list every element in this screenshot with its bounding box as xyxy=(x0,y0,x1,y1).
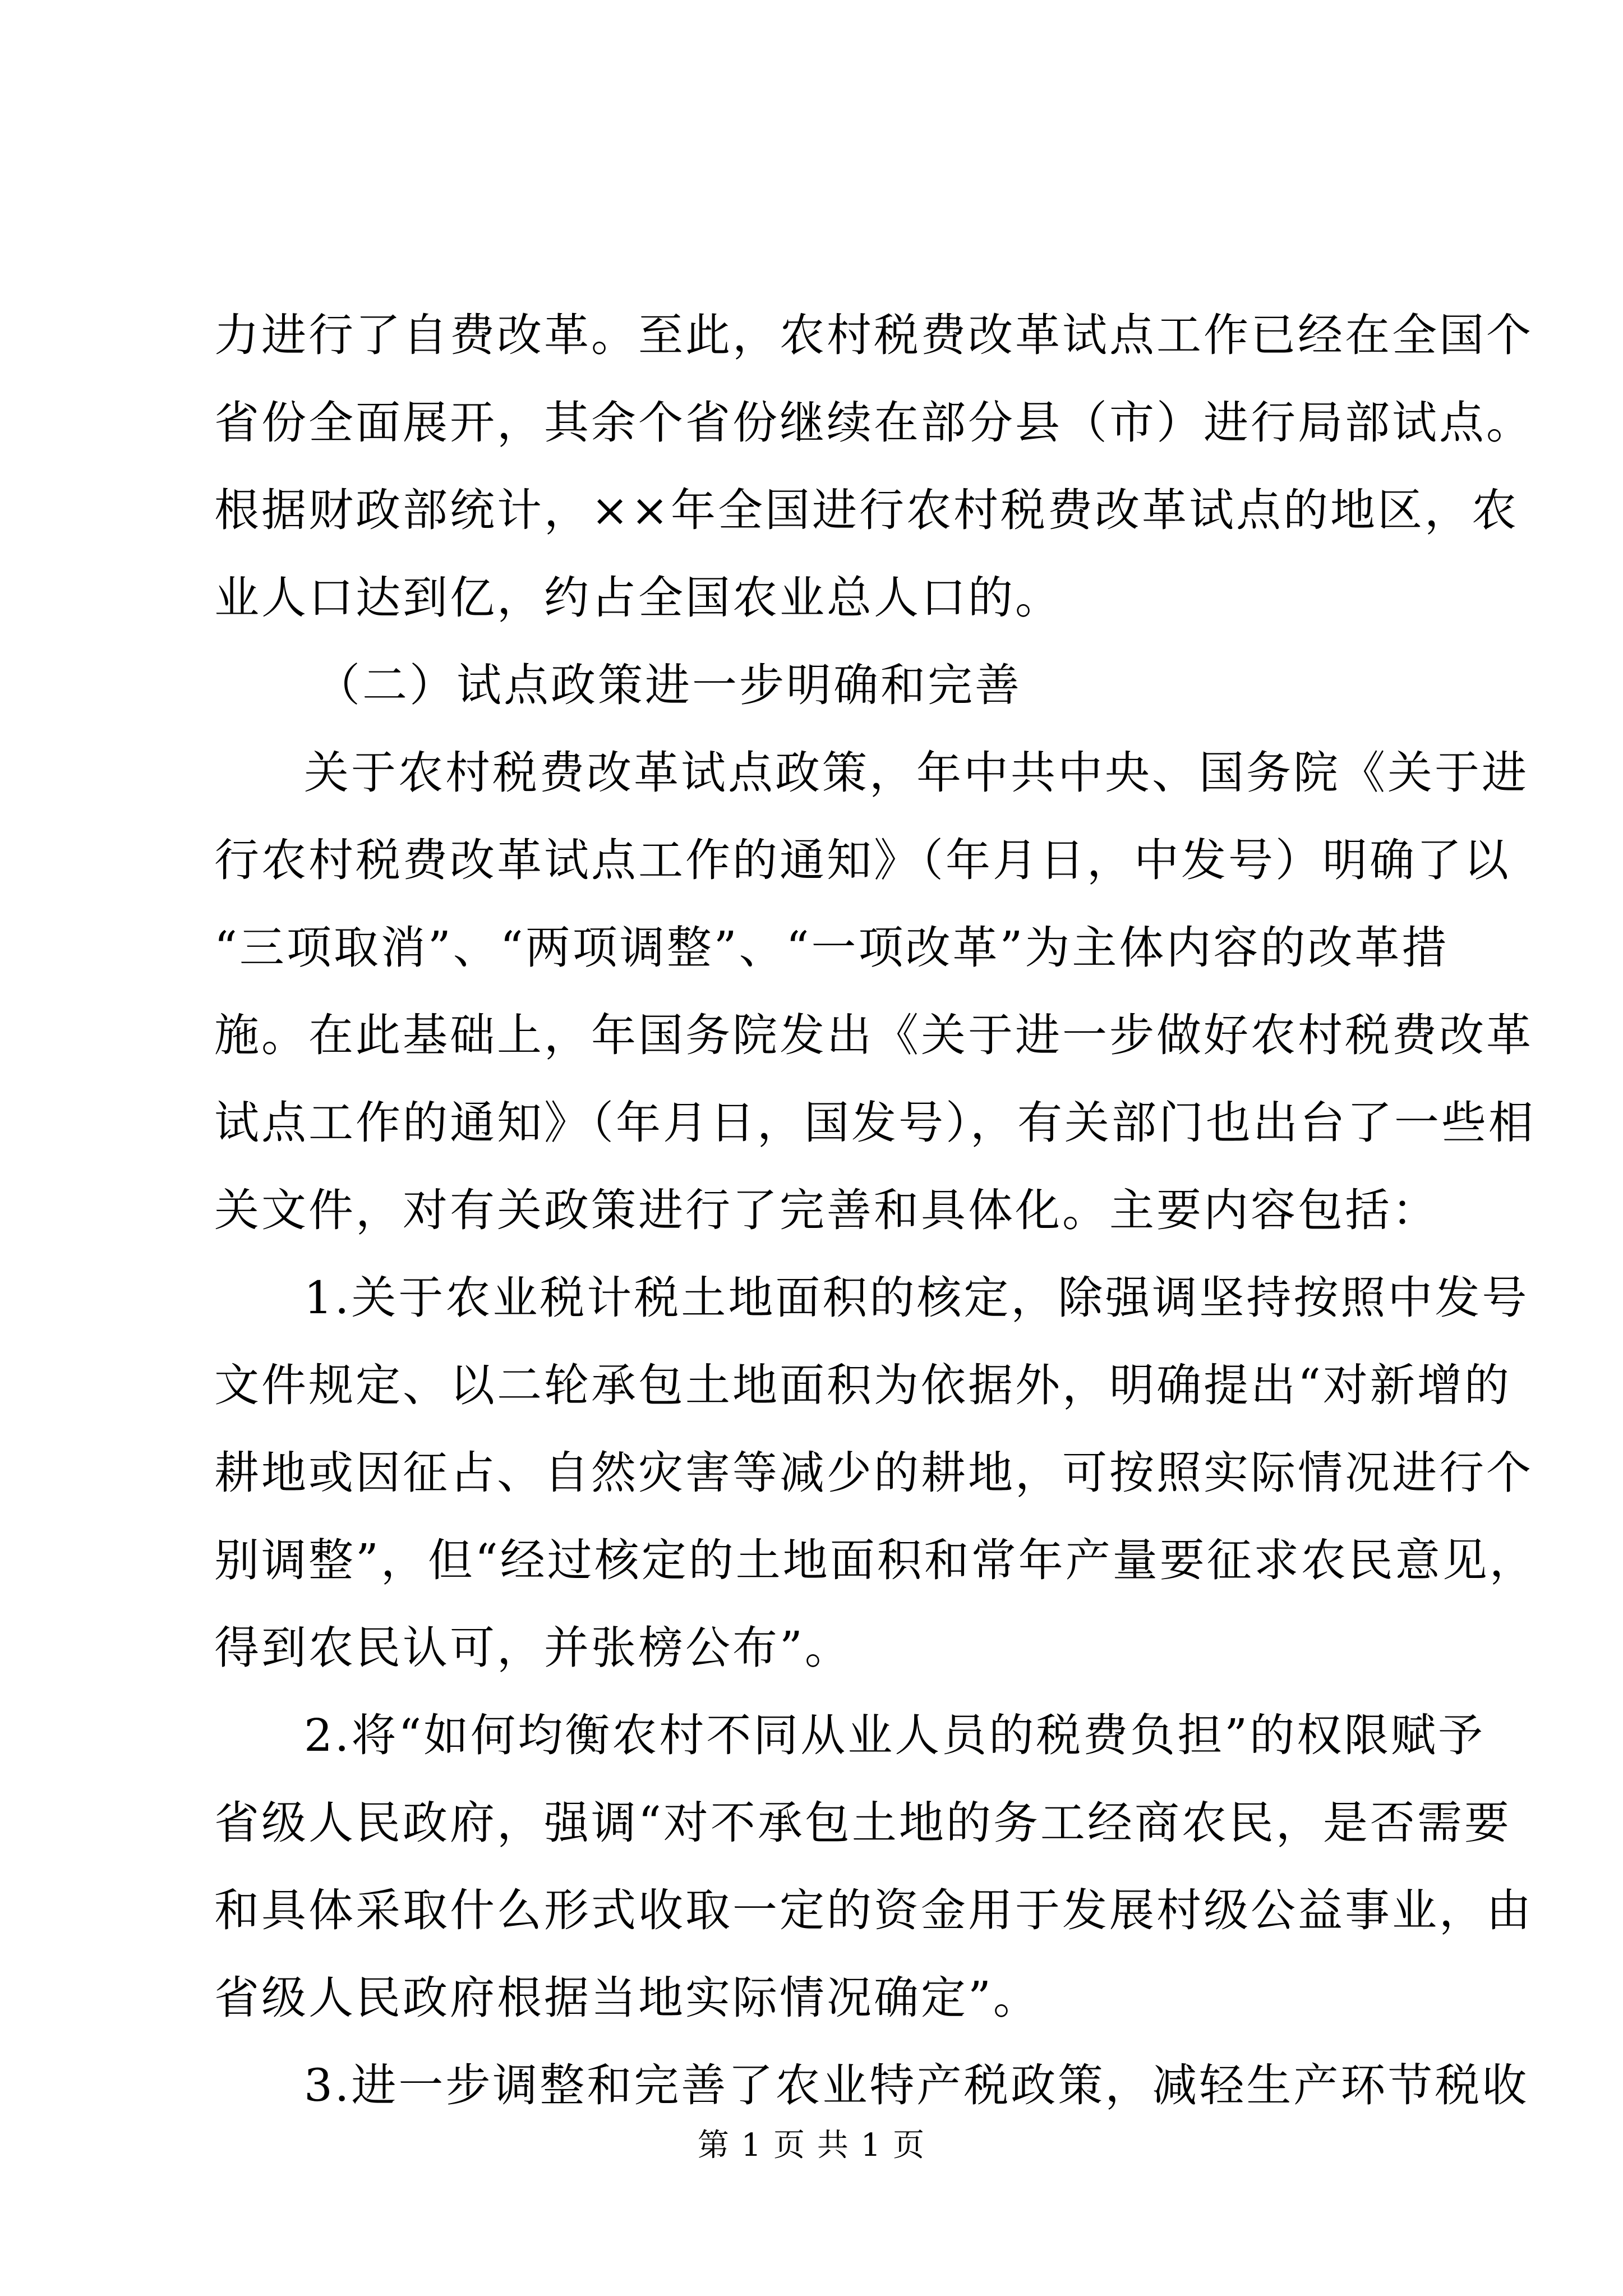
text-line: 耕地或因征占、自然灾害等减少的耕地，可按照实际情况进行个 xyxy=(214,1447,1533,1499)
text-line: 省级人民政府根据当地实际情况确定”。 xyxy=(214,1972,1040,2024)
text-line: 关文件，对有关政策进行了完善和具体化。主要内容包括： xyxy=(214,1184,1439,1236)
paragraph-start: 关于农村税费改革试点政策，年中共中央、国务院《关于进 xyxy=(304,747,1529,799)
section-heading: （二）试点政策进一步明确和完善 xyxy=(315,659,1022,711)
text-line: 试点工作的通知》（年月日，国发号），有关部门也出台了一些相 xyxy=(214,1097,1536,1149)
text-line: 省级人民政府，强调“对不承包土地的务工经商农民，是否需要 xyxy=(214,1797,1511,1849)
document-body xyxy=(214,292,1537,2129)
text-line: “三项取消”、“两项调整”、“一项改革”为主体内容的改革措 xyxy=(214,922,1449,974)
text-line: 根据财政部统计，××年全国进行农村税费改革试点的地区，农 xyxy=(214,484,1519,536)
text-line: 别调整”，但“经过核定的土地面积和常年产量要征求农民意见， xyxy=(214,1534,1537,1586)
text-line: 文件规定、以二轮承包土地面积为依据外，明确提出“对新增的 xyxy=(214,1359,1511,1411)
text-line: 和具体采取什么形式收取一定的资金用于发展村级公益事业，由 xyxy=(214,1884,1533,1936)
page-number-footer: 第 1 页 共 1 页 xyxy=(697,2127,926,2164)
text-line: 行农村税费改革试点工作的通知》（年月日，中发号）明确了以 xyxy=(214,834,1511,886)
text-line: 力进行了自费改革。至此，农村税费改革试点工作已经在全国个 xyxy=(214,309,1533,361)
list-item-2: 2.将“如何均衡农村不同从业人员的税费负担”的权限赋予 xyxy=(304,1709,1486,1761)
list-item-1: 1.关于农业税计税土地面积的核定，除强调坚持按照中发号 xyxy=(304,1272,1529,1324)
list-item-3: 3.进一步调整和完善了农业特产税政策，减轻生产环节税收 xyxy=(304,2059,1529,2111)
text-line: 得到农民认可，并张榜公布”。 xyxy=(214,1622,852,1674)
text-line: 施。在此基础上，年国务院发出《关于进一步做好农村税费改革 xyxy=(214,1009,1533,1061)
text-line: 业人口达到亿，约占全国农业总人口的。 xyxy=(214,572,1062,624)
text-line: 省份全面展开，其余个省份继续在部分县（市）进行局部试点。 xyxy=(214,397,1533,449)
